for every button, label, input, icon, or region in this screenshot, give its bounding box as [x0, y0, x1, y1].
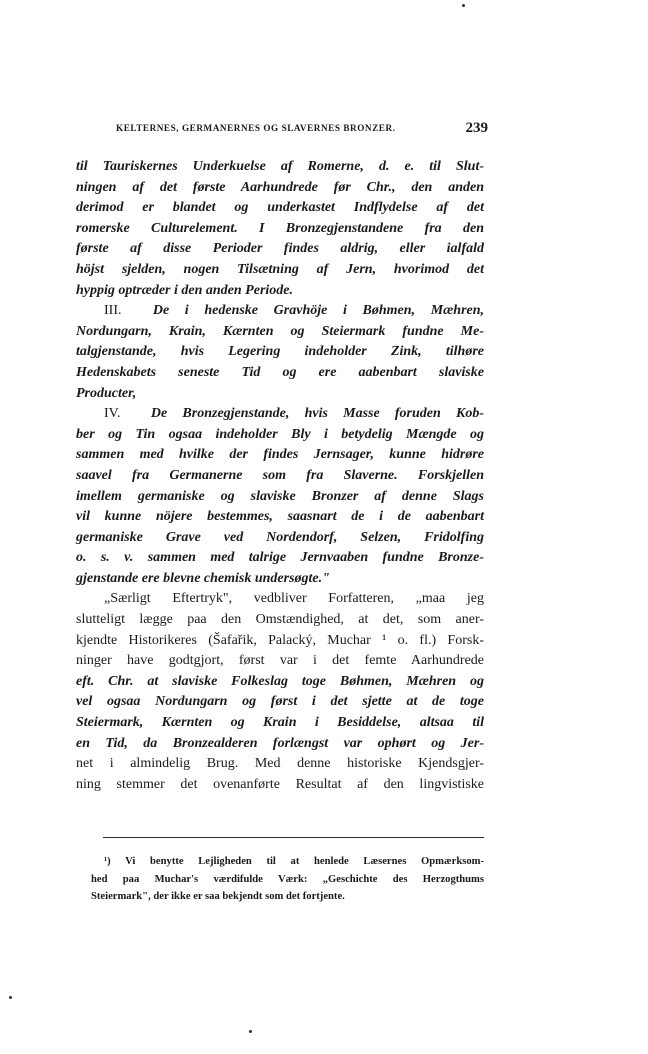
main-text [76, 157, 484, 795]
page-header [116, 120, 488, 138]
page-number: 239 [465, 120, 488, 136]
text-line-mixed: net i almindelig Brug. Med denne historiske Kjendsgjer- [76, 756, 484, 772]
text-line-mixed: ninger have godtgjort, først var i det femte Aarhundrede [76, 653, 484, 669]
text-line: saavel fra Germanerne som fra Slaverne. Forskjellen [76, 467, 484, 483]
text-line: ningen af det første Aarhundrede før Chr., den anden [76, 179, 484, 195]
footnote [91, 853, 484, 906]
text-line: til Tauriskernes Underkuelse af Romerne, d. e. til Slut- [76, 159, 484, 174]
text-line: höjst sjelden, nogen Tilsætning af Jern, hvorimod det [76, 261, 484, 277]
text-line: vil kunne nöjere bestemmes, saasnart de i de aabenbart [76, 509, 484, 525]
text-line: „Særligt Eftertryk", vedbliver Forfatteren, „maa jeg [104, 591, 484, 607]
text-line: Steiermark, Kærnten og Krain i Besiddelse, altsaa til [76, 715, 484, 731]
footnote-rule [103, 837, 484, 838]
text-line: Hedenskabets seneste Tid og ere aabenbart slaviske [76, 364, 484, 380]
text-line: germaniske Grave ved Nordendorf, Selzen, Fridolfing [76, 529, 484, 545]
text-line: gjenstande ere blevne chemisk undersøgte." [76, 570, 330, 586]
section-text: De Bronzegjenstande, hvis Masse foruden Kob- [150, 406, 484, 422]
text-line: hyppig optræder i den anden Periode. [76, 282, 293, 298]
text-line: vel ogsaa Nordungarn og først i det sjette at de toge [76, 694, 484, 710]
text-line: slutteligt lægge paa den Omstændighed, at det, som aner- [76, 612, 484, 628]
text-line: Nordungarn, Krain, Kærnten og Steiermark fundne Me- [76, 323, 484, 339]
footnote-line: hed paa Muchar's værdifulde Værk: „Geschichte des Herzogthums [91, 873, 484, 885]
text-line: eft. Chr. at slaviske Folkeslag toge Bøhmen, Mæhren og [76, 673, 484, 689]
text-line: sammen med hvilke der findes Jernsager, kunne hidrøre [76, 447, 484, 463]
print-speck [462, 4, 465, 7]
text-line-section-iii [76, 301, 484, 322]
section-number: IV. [104, 406, 121, 422]
text-line: derimod er blandet og underkastet Indflydelse af det [76, 200, 484, 216]
text-line: ber og Tin ogsaa indeholder Bly i betydelig Mængde og [76, 426, 484, 442]
text-line: første af disse Perioder findes aldrig, eller ialfald [76, 241, 484, 257]
text-line: o. s. v. sammen med talrige Jernvaaben fundne Bronze- [76, 550, 484, 566]
text-line: talgjenstande, hvis Legering indeholder Zink, tilhøre [76, 344, 484, 360]
print-speck [249, 1030, 252, 1033]
text-line: imellem germaniske og slaviske Bronzer af denne Slags [76, 488, 484, 504]
text-line: en Tid, da Bronzealderen forlængst var ophørt og Jer- [76, 735, 484, 751]
text-line: kjendte Historikeres (Šafařik, Palacký, Muchar ¹ o. fl.) Forsk- [76, 632, 484, 648]
text-line: romerske Culturelement. I Bronzegjenstandene fra den [76, 220, 484, 236]
text-line: Producter, [76, 385, 137, 401]
text-line: ning stemmer det ovenanførte Resultat af den lingvistiske [76, 776, 484, 792]
footnote-line: ¹) Vi benytte Lejligheden til at henlede Læsernes Opmærksom- [104, 856, 484, 867]
print-speck [9, 996, 12, 999]
running-head: KELTERNES, GERMANERNES OG SLAVERNES BRONZER. [116, 123, 396, 133]
section-number: III. [104, 303, 122, 319]
footnote-line: Steiermark", der ikke er saa bekjendt som det fortjente. [91, 891, 345, 902]
text-line-section-iv [76, 404, 484, 425]
section-text: De i hedenske Gravhöje i Bøhmen, Mæhren, [152, 303, 485, 319]
